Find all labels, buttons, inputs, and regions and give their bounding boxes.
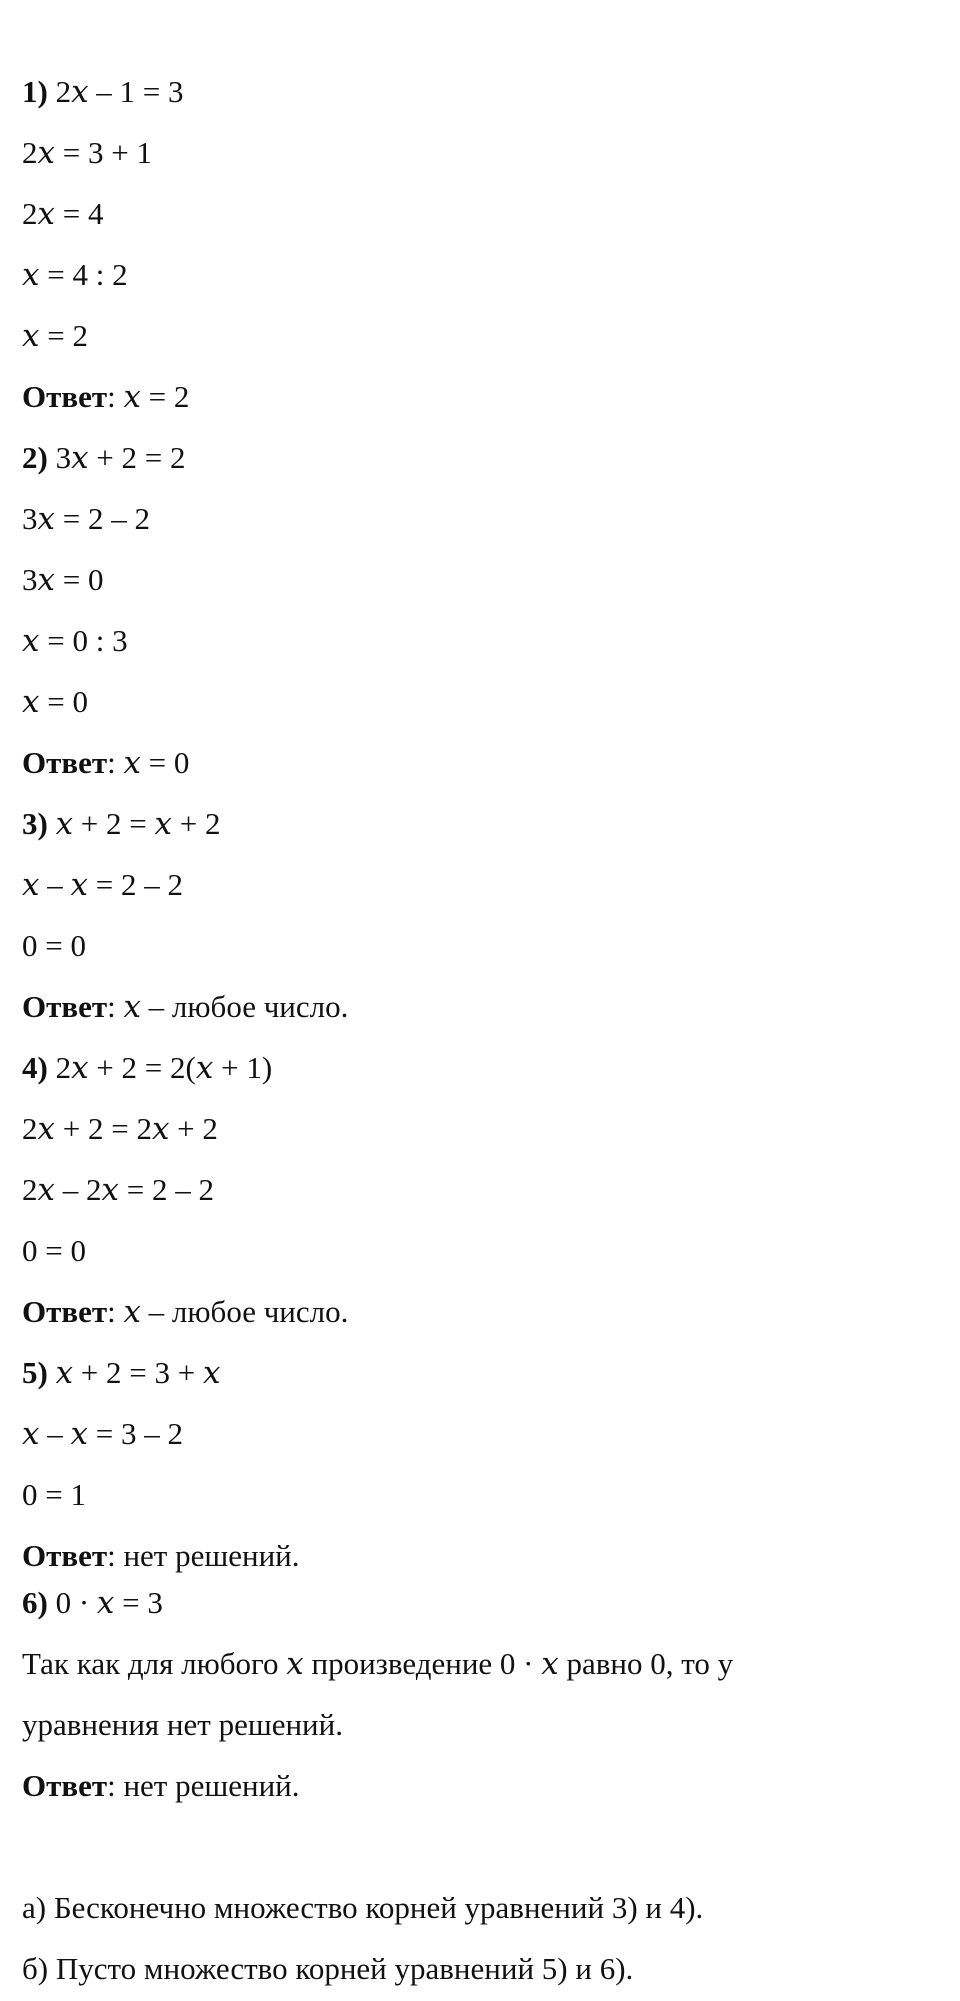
line-text: 2𝑥 = 4 xyxy=(22,196,104,231)
line-text: 𝑥 = 0 : 3 xyxy=(22,623,128,658)
answer-line xyxy=(22,1292,348,1332)
answer-line xyxy=(22,1536,300,1576)
line-text: 𝑥 – 𝑥 = 2 – 2 xyxy=(22,867,183,902)
text-line xyxy=(22,1170,214,1210)
line-text: 𝑥 = 0 xyxy=(22,684,88,719)
text-line xyxy=(22,1583,163,1623)
text-line xyxy=(22,316,88,356)
line-text: 0 = 1 xyxy=(22,1477,86,1512)
answer-text: : 𝑥 – любое число. xyxy=(107,1294,349,1329)
line-text: 𝑥 = 2 xyxy=(22,318,88,353)
answer-line xyxy=(22,377,189,417)
line-text: 0 · 𝑥 = 3 xyxy=(47,1585,163,1620)
answer-label: Ответ xyxy=(22,379,108,414)
answer-text: : 𝑥 = 2 xyxy=(107,379,190,414)
label-bold: 6) xyxy=(22,1585,48,1620)
answer-label: Ответ xyxy=(22,1294,108,1329)
text-line xyxy=(22,560,103,600)
label-bold: 1) xyxy=(22,74,48,109)
label-bold: 2) xyxy=(22,440,48,475)
text-line xyxy=(22,1353,221,1393)
text-line xyxy=(22,72,184,112)
label-bold: 3) xyxy=(22,806,48,841)
answer-line xyxy=(22,987,348,1027)
text-line xyxy=(22,1414,183,1454)
text-line xyxy=(22,499,150,539)
text-line xyxy=(22,804,221,844)
line-text: 3𝑥 = 0 xyxy=(22,562,104,597)
text-line xyxy=(22,1644,733,1684)
line-text: 2𝑥 + 2 = 2𝑥 + 2 xyxy=(22,1111,218,1146)
answer-label: Ответ xyxy=(22,745,108,780)
label-bold: 4) xyxy=(22,1050,48,1085)
text-line xyxy=(22,682,88,722)
answer-label: Ответ xyxy=(22,1538,108,1573)
answer-label: Ответ xyxy=(22,989,108,1024)
text-line xyxy=(22,255,128,295)
line-text: 0 = 0 xyxy=(22,928,86,963)
line-text: 3𝑥 = 2 – 2 xyxy=(22,501,150,536)
answer-line xyxy=(22,743,189,783)
text-line xyxy=(22,194,103,234)
conclusion-b xyxy=(22,1949,633,1989)
line-text: 𝑥 + 2 = 𝑥 + 2 xyxy=(47,806,221,841)
line-text: Так как для любого 𝑥 произведение 0 · 𝑥 равно 0, то у xyxy=(22,1646,734,1681)
line-text: 2𝑥 – 2𝑥 = 2 – 2 xyxy=(22,1172,214,1207)
line-text: а) Бесконечно множество корней уравнений 3) и 4). xyxy=(22,1890,704,1925)
answer-text: : 𝑥 – любое число. xyxy=(107,989,349,1024)
line-text: 𝑥 – 𝑥 = 3 – 2 xyxy=(22,1416,183,1451)
text-line xyxy=(22,1475,86,1515)
text-line xyxy=(22,621,128,661)
text-line xyxy=(22,1231,86,1271)
answer-label: Ответ xyxy=(22,1768,108,1803)
line-text: уравнения нет решений. xyxy=(22,1707,343,1742)
line-text: 0 = 0 xyxy=(22,1233,86,1268)
text-line xyxy=(22,133,152,173)
line-text: 2𝑥 – 1 = 3 xyxy=(47,74,184,109)
answer-text: : 𝑥 = 0 xyxy=(107,745,190,780)
answer-text: : нет решений. xyxy=(107,1538,300,1573)
line-text: б) Пусто множество корней уравнений 5) и 6). xyxy=(22,1951,634,1986)
text-line xyxy=(22,438,186,478)
text-line xyxy=(22,1109,218,1149)
conclusion-a xyxy=(22,1888,703,1928)
line-text: 𝑥 + 2 = 3 + 𝑥 xyxy=(47,1355,221,1390)
text-line xyxy=(22,1048,272,1088)
label-bold: 5) xyxy=(22,1355,48,1390)
line-text: 3𝑥 + 2 = 2 xyxy=(47,440,186,475)
line-text: 2𝑥 = 3 + 1 xyxy=(22,135,152,170)
line-text: 2𝑥 + 2 = 2(𝑥 + 1) xyxy=(47,1050,273,1085)
answer-line xyxy=(22,1766,300,1806)
text-line xyxy=(22,1705,343,1745)
line-text: 𝑥 = 4 : 2 xyxy=(22,257,128,292)
answer-text: : нет решений. xyxy=(107,1768,300,1803)
text-line xyxy=(22,865,183,905)
text-line xyxy=(22,926,86,966)
